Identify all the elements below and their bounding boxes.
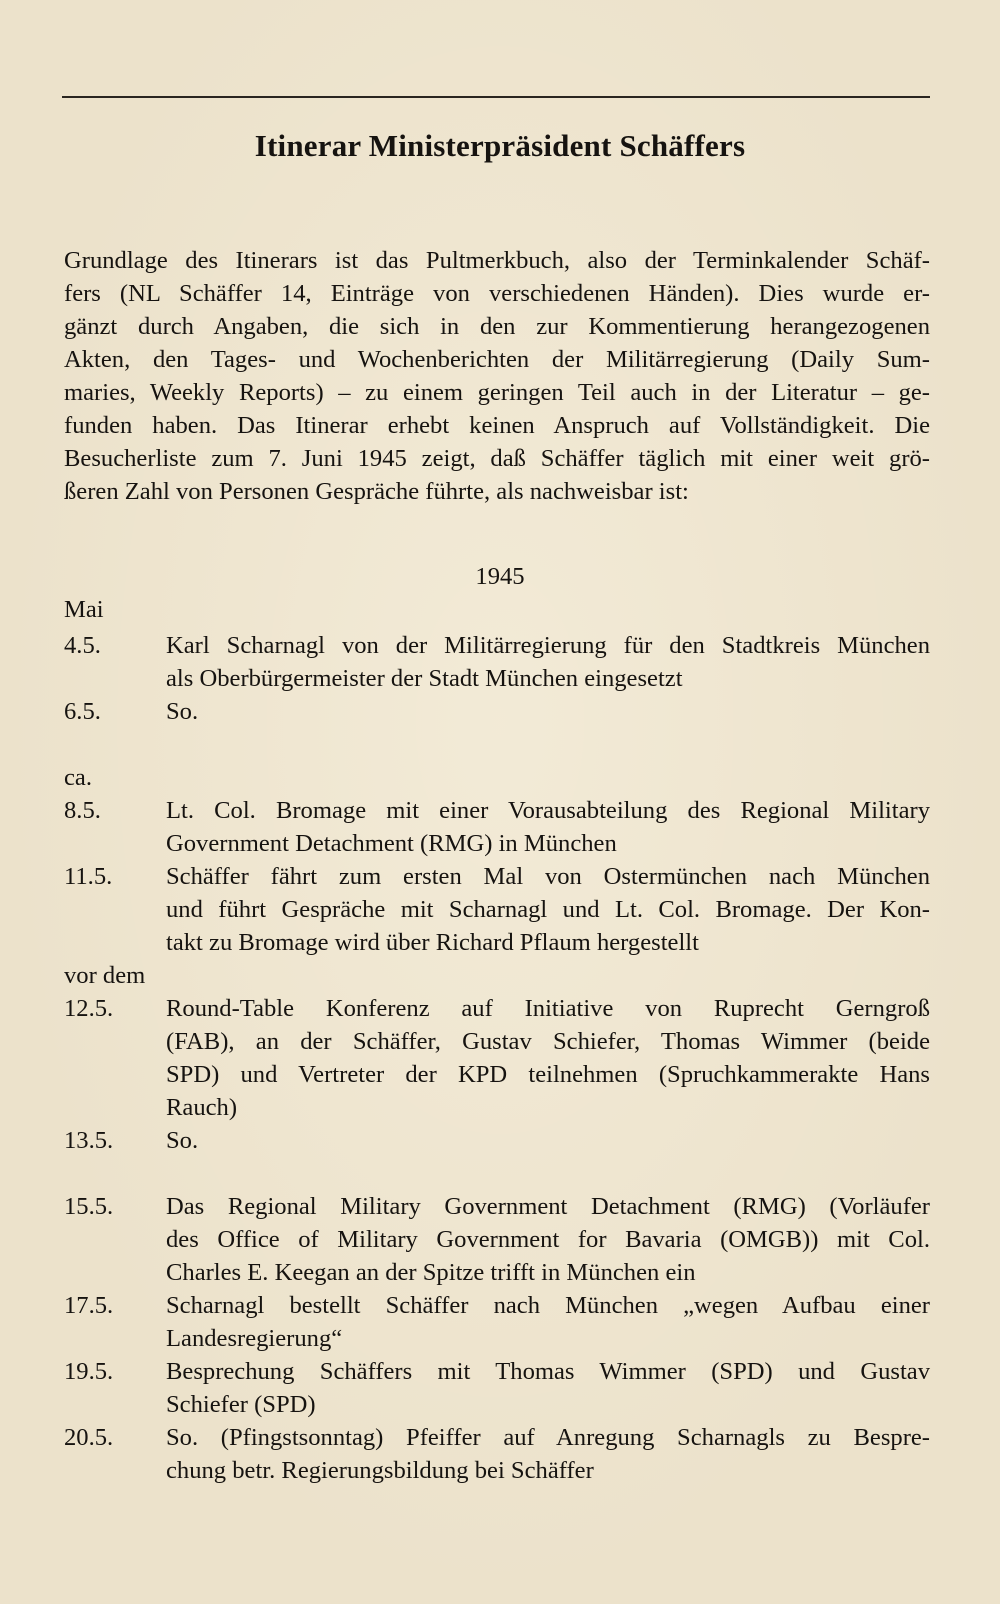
entry-description <box>166 1421 930 1487</box>
entry-line: Round-Table Konferenz auf Initiative von Ruprecht Gerngroß <box>166 995 930 1022</box>
intro-line: maries, Weekly Reports) – zu einem geringen Teil auch in der Literatur – ge- <box>64 379 930 406</box>
entry-line: Rauch) <box>166 1094 238 1121</box>
entry-date: 13.5. <box>64 1127 114 1154</box>
entry-description <box>166 629 930 695</box>
intro-paragraph <box>64 244 930 508</box>
year-heading: 1945 <box>475 563 525 590</box>
entry-line: (FAB), an der Schäffer, Gustav Schiefer, Thomas Wimmer (beide <box>166 1028 930 1055</box>
itinerary-entry <box>64 794 930 860</box>
intro-line: Grundlage des Itinerars ist das Pultmerkbuch, also der Terminkalender Schäf- <box>64 247 930 274</box>
entry-line: Scharnagl bestellt Schäffer nach München „wegen Aufbau einer <box>166 1292 930 1319</box>
entry-line: als Oberbürgermeister der Stadt München eingesetzt <box>166 665 683 692</box>
entry-line: Charles E. Keegan an der Spitze trifft in München ein <box>166 1259 696 1286</box>
itinerary-entry <box>64 1421 930 1487</box>
entry-line: Landesregierung“ <box>166 1325 343 1352</box>
entry-date-prefix: ca. <box>64 764 92 791</box>
intro-line: Besucherliste zum 7. Juni 1945 zeigt, daß Schäffer täglich mit einer weit grö- <box>64 445 930 472</box>
entry-line: takt zu Bromage wird über Richard Pflaum hergestellt <box>166 929 699 956</box>
entry-description <box>166 1355 930 1421</box>
entry-description <box>166 1124 930 1157</box>
itinerary-entry <box>64 1190 930 1289</box>
entry-line: So. (Pfingstsonntag) Pfeiffer auf Anregung Scharnagls zu Bespre- <box>166 1424 930 1451</box>
spacer <box>64 1157 930 1190</box>
entry-description <box>166 992 930 1124</box>
itinerary-entry <box>64 1124 930 1157</box>
header-rule <box>62 96 930 98</box>
itinerary-entry <box>64 695 930 728</box>
entry-line: So. <box>166 1127 199 1154</box>
itinerary-entry <box>64 629 930 695</box>
intro-line: Akten, den Tages- und Wochenberichten der Militärregierung (Daily Sum- <box>64 346 930 373</box>
entry-date: 17.5. <box>64 1292 114 1319</box>
entry-line: SPD) und Vertreter der KPD teilnehmen (Spruchkammerakte Hans <box>166 1061 930 1088</box>
entry-line: Lt. Col. Bromage mit einer Vorausabteilung des Regional Military <box>166 797 930 824</box>
page-title: Itinerar Ministerpräsident Schäffers <box>254 128 746 163</box>
entry-description <box>166 1289 930 1355</box>
intro-line: ßeren Zahl von Personen Gespräche führte, als nachweisbar ist: <box>64 478 689 505</box>
entry-line: Schäffer fährt zum ersten Mal von Ostermünchen nach München <box>166 863 930 890</box>
entry-description <box>166 794 930 860</box>
itinerary-entry <box>64 860 930 959</box>
entry-line: Government Detachment (RMG) in München <box>166 830 617 857</box>
entry-line: des Office of Military Government for Bavaria (OMGB)) mit Col. <box>166 1226 930 1253</box>
entry-line: Das Regional Military Government Detachment (RMG) (Vorläufer <box>166 1193 930 1220</box>
entry-date: 8.5. <box>64 797 101 824</box>
month-heading: Mai <box>64 596 104 623</box>
itinerary-entry <box>64 1289 930 1355</box>
entry-line: und führt Gespräche mit Scharnagl und Lt. Col. Bromage. Der Kon- <box>166 896 930 923</box>
intro-line: gänzt durch Angaben, die sich in den zur Kommentierung herangezogenen <box>64 313 930 340</box>
entry-date: 4.5. <box>64 632 101 659</box>
entry-description <box>166 1190 930 1289</box>
entry-date: 20.5. <box>64 1424 114 1451</box>
entry-date-prefix: vor dem <box>64 962 146 989</box>
intro-line: fers (NL Schäffer 14, Einträge von verschiedenen Händen). Dies wurde er- <box>64 280 930 307</box>
itinerary-entry <box>64 992 930 1124</box>
entry-line: Schiefer (SPD) <box>166 1391 316 1418</box>
entry-date: 19.5. <box>64 1358 114 1385</box>
entry-date: 6.5. <box>64 698 101 725</box>
intro-line: funden haben. Das Itinerar erhebt keinen Anspruch auf Vollständigkeit. Die <box>64 412 930 439</box>
itinerary-list <box>64 629 930 1487</box>
entry-date: 12.5. <box>64 995 114 1022</box>
entry-line: Besprechung Schäffers mit Thomas Wimmer (SPD) und Gustav <box>166 1358 930 1385</box>
entry-description <box>166 695 930 728</box>
entry-description <box>166 860 930 959</box>
entry-line: chung betr. Regierungsbildung bei Schäffer <box>166 1457 594 1484</box>
entry-date: 15.5. <box>64 1193 114 1220</box>
itinerary-entry <box>64 1355 930 1421</box>
entry-line: Karl Scharnagl von der Militärregierung für den Stadtkreis München <box>166 632 930 659</box>
entry-date: 11.5. <box>64 863 113 890</box>
entry-line: So. <box>166 698 199 725</box>
spacer <box>64 728 930 761</box>
